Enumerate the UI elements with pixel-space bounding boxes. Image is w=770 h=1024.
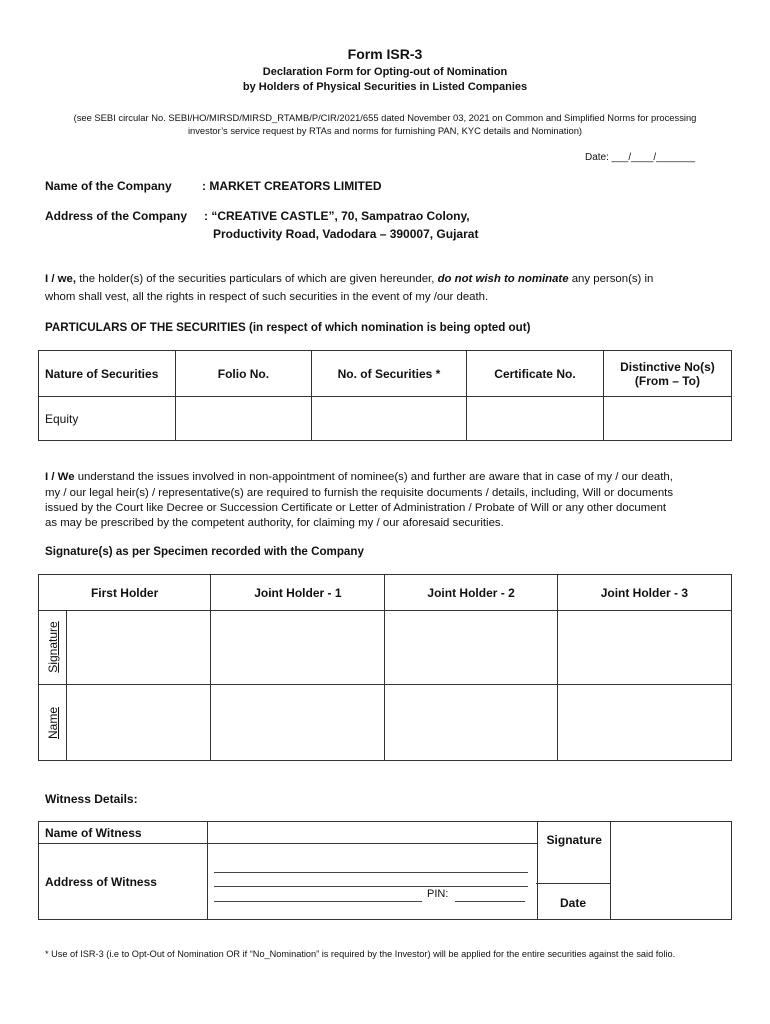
form-title: Form ISR-3 bbox=[347, 46, 423, 62]
joint-holder-2-signature-cell[interactable] bbox=[385, 611, 557, 685]
pin-input[interactable] bbox=[455, 901, 525, 902]
declaration-line-2: whom shall vest, all the rights in respect of such securities in the event of my /our death. bbox=[45, 291, 489, 303]
address-line-3[interactable] bbox=[214, 901, 422, 902]
date-field[interactable]: Date: ___/____/_______ bbox=[585, 152, 696, 163]
form-subtitle-2: by Holders of Physical Securities in Listed Companies bbox=[242, 81, 528, 93]
row-label-name: Name bbox=[46, 707, 60, 740]
witness-date-divider bbox=[536, 883, 610, 884]
witness-name-input[interactable] bbox=[207, 822, 537, 844]
understanding-line-2: my / our legal heir(s) / representative(s) are required to furnish the requisite documents / details, including, Will or documents bbox=[45, 487, 674, 499]
address-line-2[interactable] bbox=[214, 886, 528, 887]
circular-line-2: investor’s service request by RTAs and norms for furnishing PAN, KYC details and Nomination) bbox=[187, 125, 583, 136]
signatures-heading: Signature(s) as per Specimen recorded with the Company bbox=[45, 545, 364, 558]
header-certificate: Certificate No. bbox=[467, 351, 604, 397]
witness-signature-label: Signature bbox=[546, 832, 602, 847]
header-distinctive-line-2: (From – To) bbox=[634, 373, 700, 388]
witness-signature-input[interactable] bbox=[611, 822, 732, 920]
company-name-value: : MARKET CREATORS LIMITED bbox=[202, 179, 382, 193]
witness-address-input[interactable] bbox=[207, 844, 537, 920]
joint-holder-3-signature-cell[interactable] bbox=[557, 611, 731, 685]
company-name-label: Name of the Company bbox=[45, 179, 172, 193]
understanding-lead: I / We bbox=[45, 471, 75, 483]
company-address-label: Address of the Company bbox=[45, 209, 188, 223]
header-distinctive-line-1: Distinctive No(s) bbox=[620, 359, 715, 374]
header-folio: Folio No. bbox=[175, 351, 311, 397]
form-subtitle-1: Declaration Form for Opting-out of Nomination bbox=[262, 66, 508, 78]
joint-holder-1-name-cell[interactable] bbox=[211, 685, 385, 761]
declaration-emphasis: do not wish to nominate bbox=[437, 273, 569, 285]
cell-certificate-input[interactable] bbox=[467, 397, 604, 441]
witness-table bbox=[38, 821, 732, 920]
understanding-line-4: as may be prescribed by the competent authority, for claiming my / our aforesaid securities. bbox=[45, 517, 504, 529]
company-address-line-2: Productivity Road, Vadodara – 390007, Gujarat bbox=[213, 227, 479, 241]
cell-no-securities-input[interactable] bbox=[311, 397, 466, 441]
header-first-holder bbox=[39, 575, 211, 611]
footnote: * Use of ISR-3 (i.e to Opt-Out of Nomination OR if “No_Nomination” is required by the Investor) will be applied for the entire securities against the said folio. bbox=[45, 949, 676, 959]
cell-distinctive-input[interactable] bbox=[603, 397, 731, 441]
particulars-heading: PARTICULARS OF THE SECURITIES (in respect of which nomination is being opted out) bbox=[45, 321, 531, 334]
header-joint-holder-3: Joint Holder - 3 bbox=[557, 575, 731, 611]
witness-address-label: Address of Witness bbox=[39, 844, 208, 920]
header-nature: Nature of Securities bbox=[39, 351, 176, 397]
signatures-table bbox=[38, 574, 732, 761]
company-address-line-1: : “CREATIVE CASTLE”, 70, Sampatrao Colony, bbox=[204, 209, 470, 223]
address-line-1[interactable] bbox=[214, 872, 528, 873]
first-holder-name-cell[interactable] bbox=[39, 685, 211, 761]
label-column-divider bbox=[66, 610, 67, 760]
header-first-holder-label: First Holder bbox=[90, 585, 159, 600]
declaration-lead: I / we, bbox=[45, 273, 77, 285]
joint-holder-2-name-cell[interactable] bbox=[385, 685, 557, 761]
declaration-text: the holder(s) of the securities particulars of which are given hereunder, bbox=[76, 273, 438, 285]
header-joint-holder-1: Joint Holder - 1 bbox=[211, 575, 385, 611]
understanding-line-1 bbox=[45, 471, 673, 483]
joint-holder-1-signature-cell[interactable] bbox=[211, 611, 385, 685]
understanding-line-3: issued by the Court like Decree or Succession Certificate or Letter of Administration / Probate of Will or any other document bbox=[45, 502, 667, 514]
header-no-securities: No. of Securities * bbox=[311, 351, 466, 397]
witness-name-label: Name of Witness bbox=[39, 822, 208, 844]
pin-label: PIN: bbox=[427, 888, 449, 900]
circular-line-1: (see SEBI circular No. SEBI/HO/MIRSD/MIRSD_RTAMB/P/CIR/2021/655 dated November 03, 2021 on Common and Simplified Norms for processing bbox=[73, 112, 697, 123]
header-distinctive bbox=[603, 351, 731, 397]
row-label-signature: Signature bbox=[46, 621, 60, 673]
joint-holder-3-name-cell[interactable] bbox=[557, 685, 731, 761]
witness-heading: Witness Details: bbox=[45, 792, 138, 806]
declaration-line-1 bbox=[45, 273, 653, 285]
cell-folio-input[interactable] bbox=[175, 397, 311, 441]
understanding-text-1: understand the issues involved in non-appointment of nominee(s) and further are aware that in case of my / our death, bbox=[74, 471, 673, 483]
declaration-text-end: any person(s) in bbox=[568, 273, 654, 285]
particulars-table bbox=[38, 350, 732, 441]
header-joint-holder-2: Joint Holder - 2 bbox=[385, 575, 557, 611]
witness-date-label: Date bbox=[559, 896, 586, 910]
cell-nature-value: Equity bbox=[39, 397, 176, 441]
first-holder-signature-cell[interactable] bbox=[39, 611, 211, 685]
